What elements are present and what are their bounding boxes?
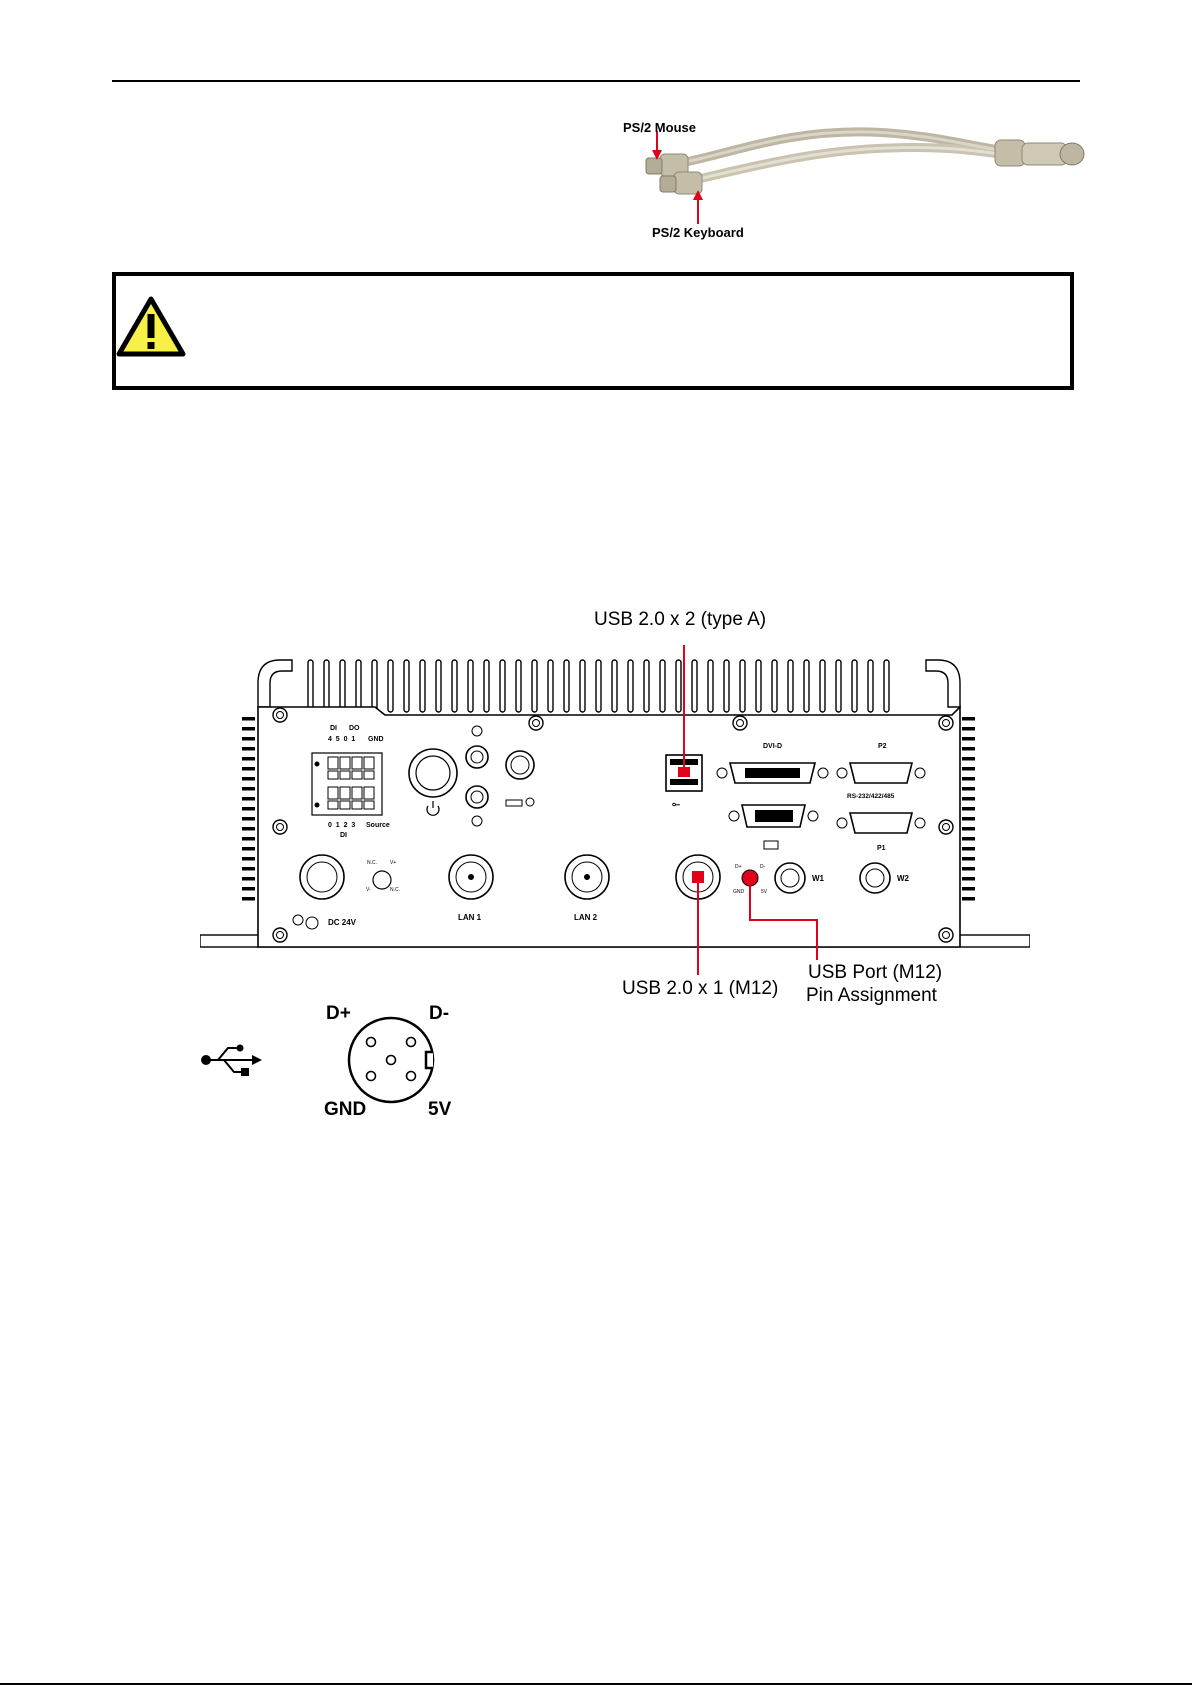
usb-pinout-figure	[190, 1000, 490, 1120]
svg-text:LAN 1: LAN 1	[458, 913, 482, 922]
svg-text:GND: GND	[733, 889, 745, 895]
ps2-keyboard-label: PS/2 Keyboard	[652, 225, 744, 240]
svg-text:V+: V+	[390, 860, 397, 866]
svg-text:D-: D-	[760, 864, 766, 870]
svg-text:P1: P1	[877, 845, 886, 852]
m12-pinout-diagram	[349, 1018, 433, 1102]
svg-text:DI: DI	[330, 725, 337, 732]
svg-text:DO: DO	[349, 725, 360, 732]
callout-usb-pin-line2: Pin Assignment	[806, 985, 937, 1006]
caution-box	[112, 272, 1074, 390]
svg-text:Source: Source	[366, 822, 390, 829]
right-side-fins	[962, 717, 975, 901]
pin-5v: 5V	[428, 1099, 452, 1120]
svg-text:N.C.: N.C.	[367, 860, 377, 866]
pin-d-plus: D+	[326, 1003, 351, 1024]
svg-text:D+: D+	[735, 864, 742, 870]
pin-gnd: GND	[324, 1099, 367, 1120]
svg-text:P2: P2	[878, 743, 887, 750]
svg-text:DI: DI	[340, 832, 347, 839]
svg-text:DVI-D: DVI-D	[763, 743, 783, 750]
svg-text:0 1 2 3: 0 1 2 3	[328, 822, 356, 829]
ps2-main-connector	[995, 140, 1084, 166]
callout-usb-pin-line1: USB Port (M12)	[808, 962, 943, 983]
pin-d-minus: D-	[429, 1003, 450, 1024]
callout-usb-m12: USB 2.0 x 1 (M12)	[622, 978, 779, 999]
header-rule	[112, 80, 1080, 82]
svg-text:V-: V-	[366, 887, 371, 893]
svg-text:5V: 5V	[761, 889, 768, 895]
left-side-fins	[242, 717, 255, 901]
svg-text:W2: W2	[897, 874, 909, 883]
ps2-mouse-label: PS/2 Mouse	[623, 120, 696, 135]
svg-text:LAN 2: LAN 2	[574, 913, 598, 922]
callout-usb-type-a: USB 2.0 x 2 (type A)	[594, 609, 767, 630]
svg-text:⟜: ⟜	[672, 799, 680, 810]
heatsink-fins	[308, 660, 889, 712]
svg-text:W1: W1	[812, 874, 824, 883]
svg-text:GND: GND	[368, 736, 384, 743]
usb-symbol-icon	[201, 1045, 262, 1077]
ps2-cable-figure	[610, 110, 1090, 245]
svg-text:N.C.: N.C.	[390, 887, 400, 893]
warning-triangle-icon	[116, 296, 186, 358]
svg-text:DC 24V: DC 24V	[328, 918, 357, 927]
svg-text:4 5 0 1: 4 5 0 1	[328, 736, 356, 743]
svg-text:RS-232/422/485: RS-232/422/485	[847, 793, 895, 800]
rear-panel-figure	[200, 605, 1030, 1025]
